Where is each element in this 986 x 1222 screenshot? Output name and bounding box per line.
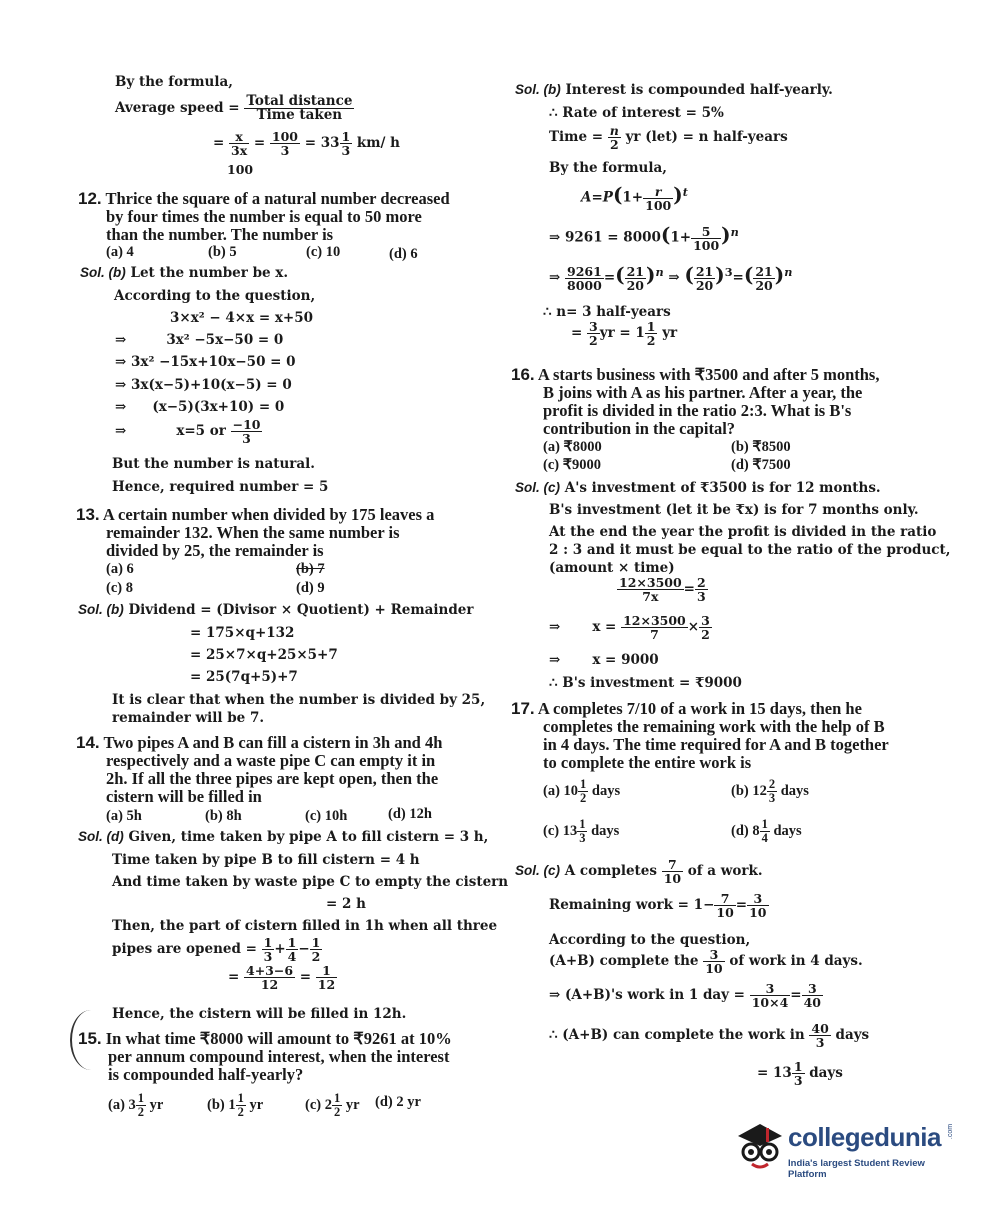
- q13-line-3: divided by 25, the remainder is: [106, 541, 324, 560]
- q12-option-c: (c) 10: [306, 244, 341, 260]
- q12-solution-6: ⇒ 3x(x−5)+10(x−5) = 0: [115, 377, 292, 393]
- q16-line-3: profit is divided in the ratio 2:3. What is B's: [543, 401, 852, 420]
- q15-option-c: (c) 2 $\frac{1}{2}$ yr: [305, 1091, 360, 1119]
- formula-label: By the formula,: [115, 74, 233, 90]
- q14-option-d: (d) 12h: [388, 806, 432, 822]
- q12-solution-2: According to the question,: [114, 288, 316, 304]
- q13-solution-5: It is clear that when the number is divided by 25,: [112, 692, 486, 708]
- q12-solution-7: ⇒ (x−5)(3x+10) = 0: [115, 399, 285, 415]
- q12-solution-10: Hence, required number = 5: [112, 479, 329, 495]
- q15-solution-5: A=P(1+ $\frac{r}{100}$ )$^t$: [581, 182, 688, 213]
- mascot-face-icon: [732, 1118, 786, 1172]
- q15-line-1: 15. In what time ₹8000 will amount to ₹9261 at 10%: [78, 1029, 452, 1048]
- logo-tagline: India's largest Student Review Platform: [788, 1158, 925, 1180]
- collegedunia-logo: [732, 1118, 962, 1180]
- q17-solution-5: ⇒ (A+B)'s work in 1 day = $\frac{3}{10\times 4}$ = $\frac{3}{40}$: [549, 981, 821, 1010]
- q13-option-c: (c) 8: [106, 580, 133, 596]
- q14-solution-6: pipes are opened = $\frac{1}{3}$ + $\frac{1}{4}$ − $\frac{1}{2}$: [112, 935, 321, 964]
- q17-solution-6: ∴ (A+B) can complete the work in $\frac{40}{3}$ days: [549, 1021, 870, 1050]
- q13-line-2: remainder 132. When the same number is: [106, 523, 400, 542]
- q14-option-b: (b) 8h: [205, 808, 242, 824]
- q14-solution-8: Hence, the cistern will be filled in 12h.: [112, 1006, 407, 1022]
- q15-solution-2: ∴ Rate of interest = 5%: [549, 105, 724, 121]
- q17-line-2: completes the remaining work with the help of B: [543, 717, 885, 736]
- q12-solution-1: Sol. (b) Let the number be x.: [80, 265, 289, 281]
- q15-option-d: (d) 2 yr: [375, 1094, 421, 1110]
- q15-solution-6: ⇒ 9261 = 8000(1+ $\frac{5}{100}$ )$^n$: [549, 222, 739, 253]
- q15-line-2: per annum compound interest, when the interest: [108, 1047, 450, 1066]
- q15-line-3: is compounded half-yearly?: [108, 1065, 304, 1084]
- avg-speed-step: = $\frac{x}{3x}$ = $\frac{100}{3}$ = 33 $\frac{1}{3}$ km/ h: [213, 129, 400, 158]
- q15-solution-7: ⇒ $\frac{9261}{8000}$ =( $\frac{21}{20}$ )$^n$ ⇒ ( $\frac{21}{20}$ )$^3$=( $\frac{21}{20}$ )$^n$: [549, 262, 793, 293]
- q16-solution-2: B's investment (let it be ₹x) is for 7 months only.: [549, 502, 919, 518]
- q16-solution-8: ⇒ x = 9000: [549, 652, 659, 668]
- q14-line-1: 14. Two pipes A and B can fill a cistern in 3h and 4h: [76, 733, 443, 752]
- q13-solution-1: Sol. (b) Dividend = (Divisor × Quotient) + Remainder: [78, 602, 474, 618]
- q17-solution-7: = 13 $\frac{1}{3}$ days: [757, 1059, 843, 1088]
- q14-option-a: (a) 5h: [106, 808, 142, 824]
- q15-solution-1: Sol. (b) Interest is compounded half-yearly.: [515, 82, 833, 98]
- q17-solution-3: According to the question,: [549, 932, 751, 948]
- q14-solution-3: And time taken by waste pipe C to empty the cistern: [112, 874, 509, 890]
- logo-domain-text: .com: [947, 1123, 955, 1140]
- q16-solution-9: ∴ B's investment = ₹9000: [549, 675, 742, 691]
- q13-line-1: 13. A certain number when divided by 175 leaves a: [76, 505, 435, 524]
- logo-brand-text: collegedunia: [788, 1122, 941, 1152]
- q16-option-a: (a) ₹8000: [543, 439, 602, 455]
- q14-solution-5: Then, the part of cistern filled in 1h when all three: [112, 918, 498, 934]
- q17-solution-2: Remaining work = 1− $\frac{7}{10}$ = $\frac{3}{10}$: [549, 891, 767, 920]
- q12-option-b: (b) 5: [208, 244, 237, 260]
- q14-solution-4: = 2 h: [326, 896, 366, 912]
- q14-solution-2: Time taken by pipe B to fill cistern = 4 h: [112, 852, 420, 868]
- q13-option-d: (d) 9: [296, 580, 325, 596]
- q12-solution-9: But the number is natural.: [112, 456, 315, 472]
- q13-option-a: (a) 6: [106, 561, 134, 577]
- q17-line-1: 17. A completes 7/10 of a work in 15 days, then he: [511, 699, 862, 718]
- q14-line-3: 2h. If all the three pipes are kept open, then the: [106, 769, 439, 788]
- q16-solution-5: (amount × time): [549, 560, 675, 576]
- q12-line-1: 12. Thrice the square of a natural number decreased: [78, 189, 450, 208]
- q12-option-a: (a) 4: [106, 244, 134, 260]
- q15-solution-9: = $\frac{3}{2}$ yr = 1 $\frac{1}{2}$ yr: [571, 319, 678, 348]
- q13-option-b: (b) 7: [296, 561, 325, 577]
- q17-option-a: (a) 10 $\frac{1}{2}$ days: [543, 777, 621, 805]
- q12-solution-3: 3×x² − 4×x = x+50: [170, 310, 313, 326]
- q16-line-2: B joins with A as his partner. After a year, the: [543, 383, 863, 402]
- q17-option-b: (b) 12 $\frac{2}{3}$ days: [731, 777, 809, 805]
- q12-solution-4: ⇒ 3x² −5x−50 = 0: [115, 332, 284, 348]
- q15-option-b: (b) 1 $\frac{1}{2}$ yr: [207, 1091, 264, 1119]
- q16-solution-3: At the end the year the profit is divided in the ratio: [549, 524, 937, 540]
- q13-solution-6: remainder will be 7.: [112, 710, 265, 726]
- q13-solution-2: = 175×q+132: [190, 625, 295, 641]
- q15-option-a: (a) 3 $\frac{1}{2}$ yr: [108, 1091, 164, 1119]
- q17-option-d: (d) 8 $\frac{1}{4}$ days: [731, 817, 802, 845]
- q16-line-4: contribution in the capital?: [543, 419, 736, 438]
- q14-solution-7: = $\frac{4+3-6}{12}$ = $\frac{1}{12}$: [228, 963, 336, 992]
- q17-option-c: (c) 13 $\frac{1}{3}$ days: [543, 817, 620, 845]
- q16-solution-1: Sol. (c) A's investment of ₹3500 is for 12 months.: [515, 480, 881, 496]
- q17-line-4: to complete the entire work is: [543, 753, 752, 772]
- q16-option-b: (b) ₹8500: [731, 439, 791, 455]
- avg-speed-den: 100: [227, 162, 254, 177]
- q16-solution-4: 2 : 3 and it must be equal to the ratio of the product,: [549, 542, 951, 558]
- q15-solution-4: By the formula,: [549, 160, 667, 176]
- q14-line-2: respectively and a waste pipe C can empty it in: [106, 751, 436, 770]
- q17-line-3: in 4 days. The time required for A and B together: [543, 735, 889, 754]
- q12-line-3: than the number. The number is: [106, 225, 334, 244]
- q17-solution-4: (A+B) complete the $\frac{3}{10}$ of work in 4 days.: [549, 947, 863, 976]
- q16-solution-6: $\frac{12\times 3500}{7x}$ = $\frac{2}{3}$: [619, 575, 706, 604]
- q16-option-d: (d) ₹7500: [731, 457, 791, 473]
- q15-solution-8: ∴ n= 3 half-years: [543, 304, 671, 320]
- q14-line-4: cistern will be filled in: [106, 787, 262, 806]
- q12-option-d: (d) 6: [389, 246, 418, 262]
- q13-solution-3: = 25×7×q+25×5+7: [190, 647, 338, 663]
- q12-solution-8: ⇒ x=5 or $\frac{-10}{3}$: [115, 417, 261, 446]
- q12-line-2: by four times the number is equal to 50 more: [106, 207, 422, 226]
- q16-option-c: (c) ₹9000: [543, 457, 601, 473]
- q14-solution-1: Sol. (d) Given, time taken by pipe A to fill cistern = 3 h,: [78, 829, 489, 845]
- avg-speed-formula: Average speed = $\frac{\text{Total distance}}{\text{Time taken}}$: [115, 93, 353, 123]
- q15-solution-3: Time = $\frac{n}{2}$ yr (let) = n half-years: [549, 123, 788, 152]
- q12-solution-5: ⇒ 3x² −15x+10x−50 = 0: [115, 354, 296, 370]
- q17-solution-1: Sol. (c) A completes $\frac{7}{10}$ of a work.: [515, 857, 763, 886]
- q14-option-c: (c) 10h: [305, 808, 348, 824]
- q16-solution-7: ⇒ x = $\frac{12\times 3500}{7}$ × $\frac{3}{2}$: [549, 613, 710, 642]
- q13-solution-4: = 25(7q+5)+7: [190, 669, 298, 685]
- q16-line-1: 16. A starts business with ₹3500 and after 5 months,: [511, 365, 880, 384]
